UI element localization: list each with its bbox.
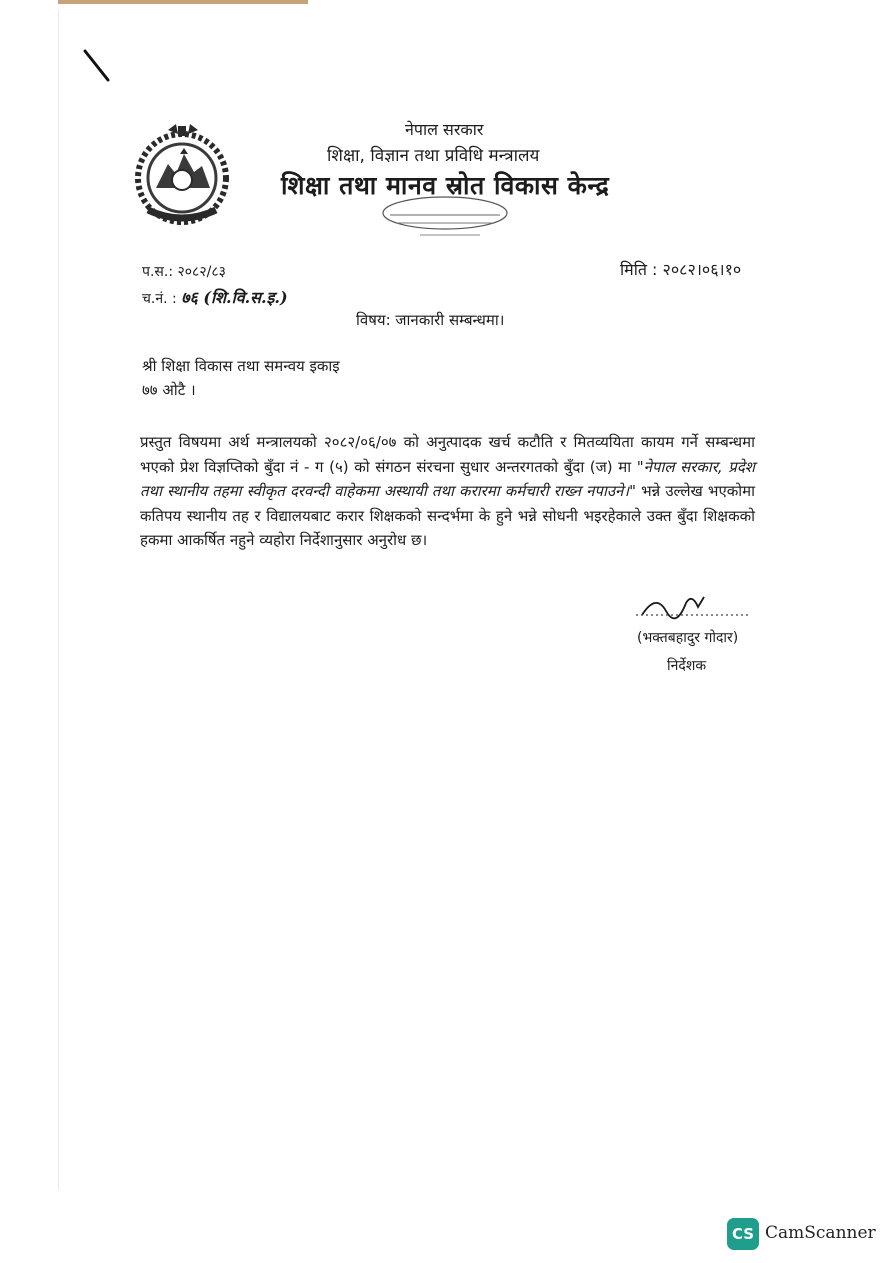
camscanner-watermark: CamScanner — [765, 1223, 876, 1243]
signatory-title: निर्देशक — [667, 658, 707, 674]
scan-edge-strip — [58, 0, 308, 4]
header-government: नेपाल सरकार — [405, 120, 484, 139]
reference-ps-label: प.स.: — [142, 264, 174, 280]
reference-cn — [142, 286, 288, 308]
reference-cn-value: ७६ (शि.वि.स.इ.) — [181, 288, 288, 307]
scan-edge-line — [58, 10, 59, 1190]
body-part-2: भन्ने उल्लेख भएकोमा कतिपय स्थानीय तह र विद्यालयबाट करार शिक्षकको सन्दर्भमा के हुने भन्ने सोधनी भइरहेकाले उक्त बुँदा शिक्षकको हकमा आकर्षित नहुने व्यहोरा निर्देशानुसार अनुरोध छ। — [140, 482, 755, 549]
body-quote: "नेपाल सरकार, प्रदेश तथा स्थानीय तहमा स्वीकृत दरवन्दी वाहेकमा अस्थायी तथा करारमा कर्मचारी राख्न नपाउने।" — [140, 457, 755, 500]
reference-ps-value: २०८२/८३ — [177, 264, 226, 280]
signatory-name: (भक्तबहादुर गोदार) — [637, 630, 739, 646]
addressee-line-2: ७७ ओटै । — [142, 381, 196, 399]
header-center: शिक्षा तथा मानव स्रोत विकास केन्द्र — [281, 171, 610, 200]
header-ministry: शिक्षा, विज्ञान तथा प्रविधि मन्त्रालय — [327, 146, 540, 166]
signature — [632, 585, 752, 625]
corner-pen-mark — [82, 48, 112, 84]
letter-body — [140, 430, 755, 553]
letter-subject: विषय: जानकारी सम्बन्धमा। — [356, 311, 505, 329]
camscanner-logo-icon: CS — [727, 1218, 759, 1250]
reference-cn-label: च.नं. : — [142, 291, 177, 307]
office-stamp — [370, 195, 520, 245]
addressee-line-1: श्री शिक्षा विकास तथा समन्वय इकाइ — [142, 357, 340, 375]
letter-date: मिति : २०८२।०६।१० — [620, 260, 742, 279]
body-part-1: प्रस्तुत विषयमा अर्थ मन्त्रालयको २०८२/०६/०७ को अनुत्पादक खर्च कटौति र मितव्ययिता कायम गर्ने सम्बन्धमा भएको प्रेश विज्ञप्तिको बुँदा नं - ग (५) को संगठन संरचना सुधार अन्तरगतको बुँदा (ज) मा — [140, 433, 755, 476]
nepal-emblem-icon — [128, 122, 236, 230]
reference-ps — [142, 262, 226, 281]
